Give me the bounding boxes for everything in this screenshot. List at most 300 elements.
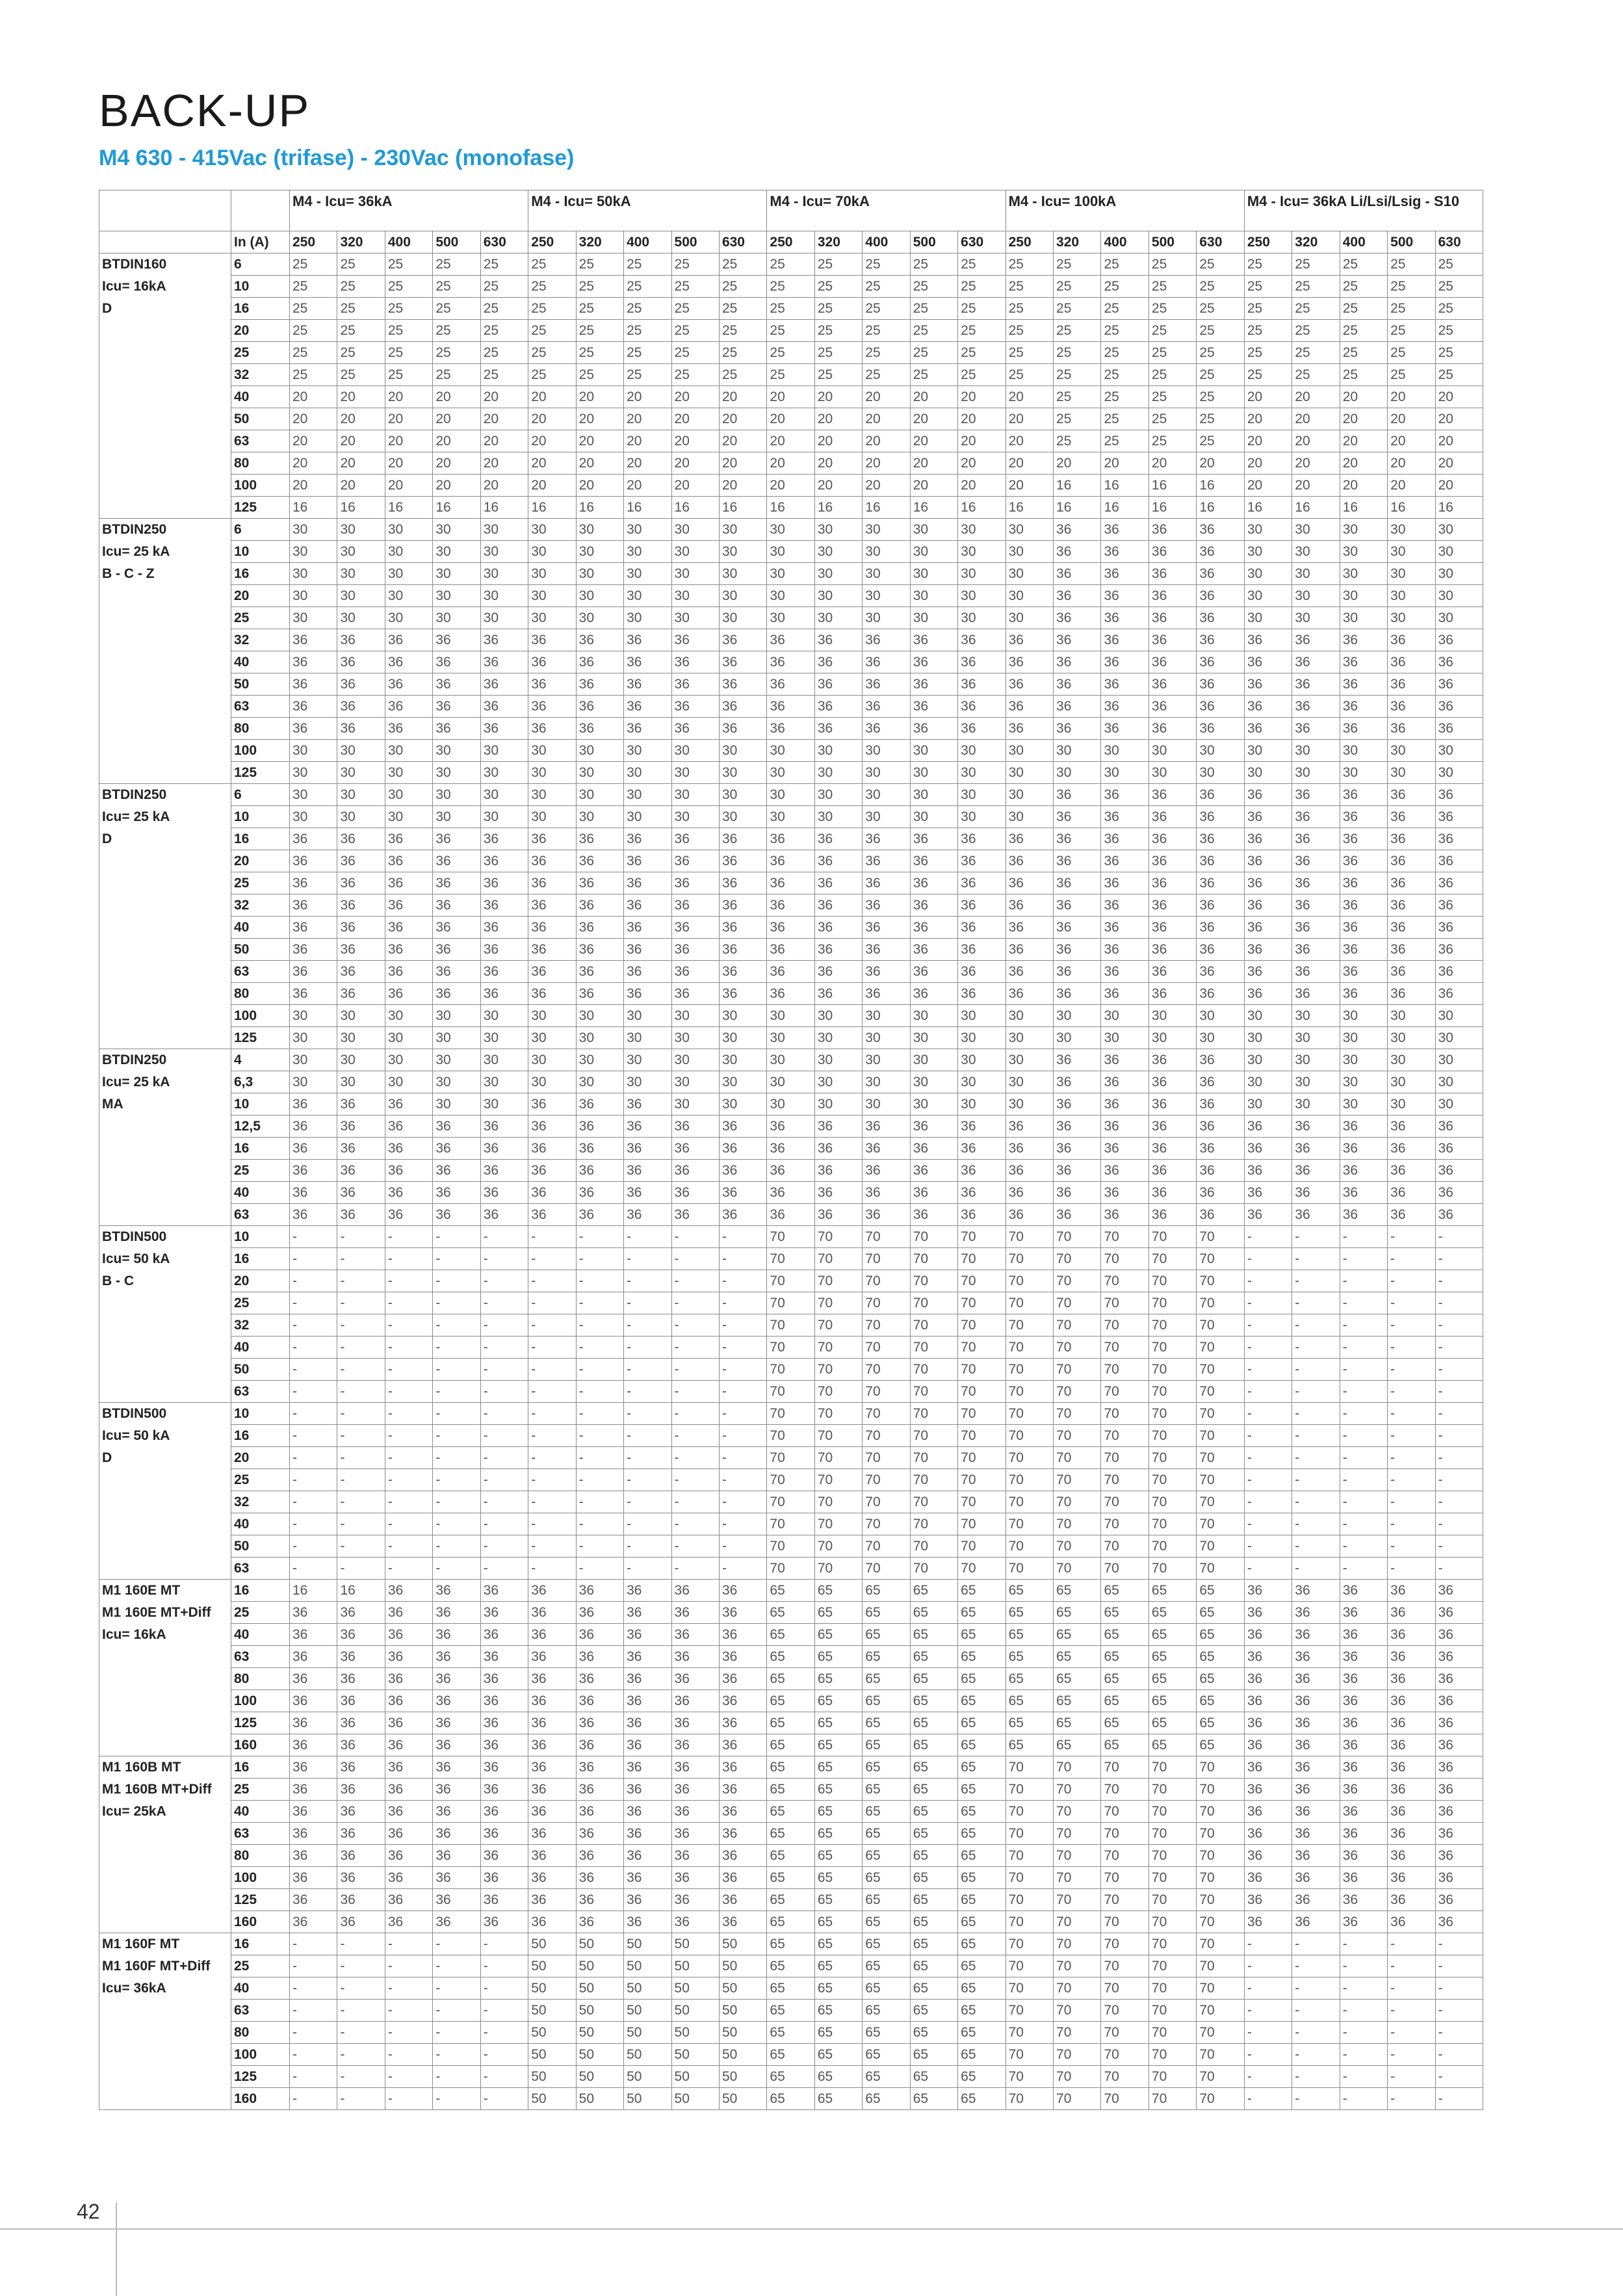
- value-cell: 70: [1149, 2022, 1196, 2044]
- value-cell: -: [290, 1558, 337, 1580]
- value-cell: 36: [1149, 1071, 1196, 1093]
- value-cell: 70: [910, 1337, 957, 1359]
- value-cell: 65: [910, 1624, 957, 1646]
- value-cell: 70: [1149, 1337, 1196, 1359]
- value-cell: 25: [528, 298, 576, 320]
- value-cell: 70: [910, 1314, 957, 1337]
- value-cell: 36: [1435, 1624, 1483, 1646]
- value-cell: 36: [1388, 894, 1435, 917]
- value-cell: 25: [1149, 386, 1196, 408]
- value-cell: 25: [719, 342, 766, 364]
- value-cell: 36: [910, 1138, 957, 1160]
- value-cell: 65: [863, 1867, 910, 1889]
- value-cell: 70: [1054, 1845, 1101, 1867]
- value-cell: 30: [910, 740, 957, 762]
- value-cell: 30: [290, 1005, 337, 1027]
- value-cell: 36: [863, 917, 910, 939]
- value-cell: 70: [1006, 2088, 1053, 2110]
- value-cell: 65: [814, 1646, 862, 1668]
- value-cell: 36: [385, 850, 432, 872]
- value-cell: -: [385, 1447, 432, 1469]
- value-cell: 36: [1292, 673, 1340, 696]
- value-cell: 30: [1149, 1005, 1196, 1027]
- value-cell: 65: [814, 1602, 862, 1624]
- value-cell: 70: [1006, 1823, 1053, 1845]
- value-cell: 30: [910, 784, 957, 806]
- value-cell: 70: [1101, 1933, 1149, 1955]
- value-cell: 70: [958, 1337, 1006, 1359]
- value-cell: 70: [863, 1447, 910, 1469]
- value-cell: 65: [958, 1823, 1006, 1845]
- value-cell: 65: [910, 1779, 957, 1801]
- value-cell: 70: [1006, 1535, 1053, 1558]
- device-cell: [99, 519, 231, 784]
- value-cell: 36: [1388, 784, 1435, 806]
- value-cell: 50: [528, 2000, 576, 2022]
- value-cell: 20: [433, 408, 480, 430]
- value-cell: 36: [958, 983, 1006, 1005]
- value-cell: 50: [528, 2066, 576, 2088]
- value-cell: 36: [863, 1160, 910, 1182]
- value-cell: 36: [290, 850, 337, 872]
- value-cell: 30: [480, 607, 528, 629]
- value-cell: 30: [910, 1093, 957, 1115]
- value-cell: 36: [385, 917, 432, 939]
- value-cell: 20: [671, 430, 719, 452]
- value-cell: 30: [958, 784, 1006, 806]
- value-cell: 36: [910, 872, 957, 894]
- value-cell: 36: [1054, 1049, 1101, 1071]
- value-cell: 30: [576, 519, 623, 541]
- value-cell: 70: [814, 1248, 862, 1270]
- value-cell: -: [480, 1955, 528, 1977]
- value-cell: 30: [1292, 585, 1340, 607]
- value-cell: 36: [1292, 850, 1340, 872]
- device-label-line: MA: [102, 1097, 123, 1112]
- value-cell: 36: [624, 872, 671, 894]
- value-cell: 65: [1006, 1646, 1053, 1668]
- value-cell: 36: [767, 850, 814, 872]
- value-cell: 70: [1149, 1359, 1196, 1381]
- value-cell: 36: [1292, 1734, 1340, 1756]
- value-cell: 36: [1388, 1712, 1435, 1734]
- value-cell: 36: [1101, 828, 1149, 850]
- value-cell: 50: [719, 2044, 766, 2066]
- value-cell: 65: [910, 1801, 957, 1823]
- value-cell: -: [385, 1226, 432, 1248]
- value-cell: 70: [1149, 1226, 1196, 1248]
- value-cell: -: [528, 1535, 576, 1558]
- value-cell: 25: [1388, 254, 1435, 276]
- value-cell: 16: [1101, 497, 1149, 519]
- value-cell: 65: [1101, 1668, 1149, 1690]
- value-cell: 30: [528, 607, 576, 629]
- value-cell: 20: [767, 386, 814, 408]
- value-cell: 36: [433, 983, 480, 1005]
- value-cell: 30: [671, 1093, 719, 1115]
- value-cell: -: [624, 1558, 671, 1580]
- value-cell: 36: [624, 939, 671, 961]
- value-cell: 65: [814, 2044, 862, 2066]
- value-cell: -: [671, 1513, 719, 1535]
- value-cell: 65: [863, 1801, 910, 1823]
- value-cell: 36: [767, 894, 814, 917]
- value-cell: 36: [385, 1160, 432, 1182]
- value-cell: 36: [528, 917, 576, 939]
- value-cell: 30: [480, 806, 528, 828]
- value-cell: 65: [814, 1845, 862, 1867]
- table-row: [99, 1469, 1483, 1491]
- value-cell: 36: [528, 1779, 576, 1801]
- value-cell: -: [385, 2044, 432, 2066]
- value-cell: 36: [528, 1204, 576, 1226]
- value-cell: 36: [1054, 541, 1101, 563]
- value-cell: 30: [576, 585, 623, 607]
- in-cell: 100: [231, 2044, 290, 2066]
- in-cell: 10: [231, 1403, 290, 1425]
- value-cell: 36: [433, 1182, 480, 1204]
- value-cell: 20: [528, 386, 576, 408]
- value-cell: 30: [767, 784, 814, 806]
- size-header: 400: [863, 231, 910, 254]
- value-cell: 25: [910, 320, 957, 342]
- value-cell: 20: [958, 408, 1006, 430]
- value-cell: -: [290, 1403, 337, 1425]
- value-cell: 25: [1435, 254, 1483, 276]
- value-cell: 65: [910, 2088, 957, 2110]
- value-cell: 30: [671, 1005, 719, 1027]
- value-cell: 20: [1435, 386, 1483, 408]
- value-cell: 20: [1292, 408, 1340, 430]
- value-cell: 36: [290, 1602, 337, 1624]
- value-cell: 70: [767, 1558, 814, 1580]
- value-cell: 36: [337, 1779, 385, 1801]
- in-cell: 100: [231, 1690, 290, 1712]
- value-cell: 36: [1006, 961, 1053, 983]
- value-cell: 20: [1292, 475, 1340, 497]
- value-cell: 36: [1244, 1690, 1292, 1712]
- value-cell: 70: [1197, 1801, 1245, 1823]
- value-cell: 65: [958, 1889, 1006, 1911]
- value-cell: 25: [958, 342, 1006, 364]
- value-cell: -: [480, 2044, 528, 2066]
- value-cell: -: [719, 1469, 766, 1491]
- value-cell: -: [1435, 2044, 1483, 2066]
- value-cell: 50: [719, 2000, 766, 2022]
- table-row: [99, 1734, 1483, 1756]
- value-cell: 65: [814, 1933, 862, 1955]
- value-cell: 16: [624, 497, 671, 519]
- size-header: 400: [1101, 231, 1149, 254]
- value-cell: 30: [814, 740, 862, 762]
- value-cell: 65: [814, 2022, 862, 2044]
- value-cell: 30: [958, 740, 1006, 762]
- value-cell: 36: [671, 1204, 719, 1226]
- value-cell: 36: [719, 850, 766, 872]
- value-cell: -: [1244, 1292, 1292, 1314]
- value-cell: -: [480, 1491, 528, 1513]
- in-cell: 25: [231, 342, 290, 364]
- value-cell: 36: [290, 1734, 337, 1756]
- table-row: [99, 1314, 1483, 1337]
- table-row: [99, 696, 1483, 718]
- value-cell: 65: [1006, 1624, 1053, 1646]
- value-cell: 36: [433, 1602, 480, 1624]
- value-cell: 25: [814, 364, 862, 386]
- value-cell: 16: [1054, 497, 1101, 519]
- value-cell: 36: [1292, 1115, 1340, 1138]
- value-cell: 25: [671, 364, 719, 386]
- value-cell: 65: [1006, 1602, 1053, 1624]
- value-cell: 36: [433, 894, 480, 917]
- value-cell: 65: [814, 1668, 862, 1690]
- size-header: 400: [624, 231, 671, 254]
- table-row: [99, 430, 1483, 452]
- value-cell: -: [528, 1292, 576, 1314]
- size-header: 250: [528, 231, 576, 254]
- value-cell: 36: [576, 1823, 623, 1845]
- value-cell: 20: [1244, 408, 1292, 430]
- value-cell: 30: [719, 784, 766, 806]
- value-cell: 36: [1388, 718, 1435, 740]
- value-cell: 20: [814, 475, 862, 497]
- value-cell: -: [433, 1513, 480, 1535]
- in-cell: 125: [231, 1712, 290, 1734]
- table-row: [99, 475, 1483, 497]
- value-cell: 30: [1388, 1049, 1435, 1071]
- value-cell: 36: [1340, 1779, 1387, 1801]
- value-cell: 30: [624, 1005, 671, 1027]
- value-cell: -: [1388, 1558, 1435, 1580]
- value-cell: 36: [1435, 917, 1483, 939]
- value-cell: 25: [1149, 430, 1196, 452]
- value-cell: 36: [1435, 894, 1483, 917]
- value-cell: 36: [910, 939, 957, 961]
- value-cell: 70: [1006, 1381, 1053, 1403]
- value-cell: 70: [1054, 1513, 1101, 1535]
- backup-table: [99, 190, 1483, 2110]
- value-cell: 16: [290, 497, 337, 519]
- value-cell: -: [1388, 1248, 1435, 1270]
- value-cell: 70: [910, 1381, 957, 1403]
- value-cell: -: [480, 2000, 528, 2022]
- value-cell: 36: [1292, 651, 1340, 673]
- value-cell: 25: [958, 364, 1006, 386]
- value-cell: 36: [1149, 585, 1196, 607]
- value-cell: 36: [1054, 850, 1101, 872]
- table-row: [99, 1513, 1483, 1535]
- value-cell: 36: [1244, 939, 1292, 961]
- value-cell: 20: [719, 386, 766, 408]
- value-cell: 30: [814, 1093, 862, 1115]
- device-label-line: M1 160F MT+Diff: [102, 1959, 211, 1974]
- value-cell: 20: [1435, 430, 1483, 452]
- value-cell: 70: [1149, 1425, 1196, 1447]
- value-cell: 36: [814, 1160, 862, 1182]
- value-cell: 20: [1388, 475, 1435, 497]
- value-cell: -: [385, 2022, 432, 2044]
- value-cell: 30: [1435, 519, 1483, 541]
- value-cell: 30: [863, 519, 910, 541]
- value-cell: 30: [1006, 563, 1053, 585]
- value-cell: 65: [910, 2044, 957, 2066]
- value-cell: -: [671, 1447, 719, 1469]
- value-cell: 20: [576, 386, 623, 408]
- value-cell: 70: [1149, 2088, 1196, 2110]
- value-cell: -: [433, 1248, 480, 1270]
- value-cell: 65: [1101, 1690, 1149, 1712]
- value-cell: 65: [767, 1756, 814, 1779]
- device-label-line: Icu= 16kA: [102, 1627, 166, 1642]
- value-cell: 70: [1197, 1756, 1245, 1779]
- value-cell: 36: [910, 629, 957, 651]
- value-cell: 30: [290, 762, 337, 784]
- value-cell: 36: [1340, 850, 1387, 872]
- value-cell: 36: [624, 1602, 671, 1624]
- value-cell: 36: [433, 1779, 480, 1801]
- value-cell: -: [480, 1359, 528, 1381]
- value-cell: 30: [1244, 762, 1292, 784]
- value-cell: 65: [1054, 1624, 1101, 1646]
- value-cell: 30: [910, 806, 957, 828]
- group-header-3: M4 - Icu= 100kA: [1006, 190, 1244, 231]
- value-cell: 30: [337, 519, 385, 541]
- device-cell: [99, 1226, 231, 1403]
- table-row: [99, 1403, 1483, 1425]
- value-cell: 36: [624, 1624, 671, 1646]
- value-cell: 70: [1006, 1403, 1053, 1425]
- value-cell: 20: [528, 475, 576, 497]
- value-cell: 30: [290, 784, 337, 806]
- value-cell: 36: [1292, 1138, 1340, 1160]
- value-cell: 36: [624, 1779, 671, 1801]
- value-cell: 36: [1101, 917, 1149, 939]
- value-cell: 20: [385, 452, 432, 475]
- value-cell: 36: [433, 917, 480, 939]
- value-cell: 25: [767, 364, 814, 386]
- value-cell: 25: [290, 298, 337, 320]
- value-cell: 36: [624, 1889, 671, 1911]
- value-cell: 36: [337, 1801, 385, 1823]
- value-cell: -: [480, 1226, 528, 1248]
- value-cell: 36: [1435, 784, 1483, 806]
- value-cell: -: [1435, 1381, 1483, 1403]
- value-cell: 70: [1006, 1292, 1053, 1314]
- value-cell: 36: [1054, 607, 1101, 629]
- value-cell: 30: [1006, 541, 1053, 563]
- value-cell: 25: [433, 320, 480, 342]
- value-cell: 30: [385, 1049, 432, 1071]
- value-cell: 70: [1006, 2044, 1053, 2066]
- value-cell: -: [1388, 1381, 1435, 1403]
- value-cell: -: [1388, 1403, 1435, 1425]
- value-cell: 30: [337, 740, 385, 762]
- value-cell: 36: [385, 696, 432, 718]
- value-cell: 20: [528, 408, 576, 430]
- value-cell: 25: [290, 276, 337, 298]
- value-cell: 30: [719, 740, 766, 762]
- table-row: [99, 917, 1483, 939]
- value-cell: 36: [719, 1801, 766, 1823]
- value-cell: 36: [528, 1668, 576, 1690]
- value-cell: 65: [910, 1845, 957, 1867]
- value-cell: -: [433, 1491, 480, 1513]
- value-cell: 36: [1054, 1115, 1101, 1138]
- value-cell: 36: [576, 1138, 623, 1160]
- table-row: [99, 1292, 1483, 1314]
- value-cell: 70: [767, 1248, 814, 1270]
- value-cell: 36: [1197, 917, 1245, 939]
- in-cell: 20: [231, 320, 290, 342]
- value-cell: 65: [1006, 1668, 1053, 1690]
- value-cell: -: [671, 1381, 719, 1403]
- value-cell: 25: [1101, 430, 1149, 452]
- value-cell: -: [1292, 1226, 1340, 1248]
- value-cell: 36: [1292, 1602, 1340, 1624]
- value-cell: 36: [1101, 850, 1149, 872]
- value-cell: 36: [1292, 696, 1340, 718]
- value-cell: 30: [433, 1005, 480, 1027]
- value-cell: 25: [1292, 342, 1340, 364]
- in-cell: 50: [231, 1535, 290, 1558]
- value-cell: 36: [528, 1690, 576, 1712]
- value-cell: 36: [385, 1779, 432, 1801]
- value-cell: 70: [1149, 1911, 1196, 1933]
- value-cell: 70: [767, 1359, 814, 1381]
- value-cell: 36: [958, 872, 1006, 894]
- value-cell: 20: [671, 408, 719, 430]
- value-cell: -: [337, 2044, 385, 2066]
- value-cell: 20: [1388, 452, 1435, 475]
- value-cell: 70: [910, 1447, 957, 1469]
- value-cell: 36: [910, 1204, 957, 1226]
- value-cell: 36: [958, 917, 1006, 939]
- value-cell: 36: [480, 1580, 528, 1602]
- value-cell: 65: [1054, 1646, 1101, 1668]
- value-cell: 36: [1292, 1668, 1340, 1690]
- value-cell: 65: [863, 2066, 910, 2088]
- value-cell: 30: [337, 563, 385, 585]
- value-cell: 50: [719, 1955, 766, 1977]
- value-cell: 65: [814, 1955, 862, 1977]
- table-row: [99, 386, 1483, 408]
- value-cell: 25: [576, 320, 623, 342]
- value-cell: 20: [1006, 408, 1053, 430]
- value-cell: 65: [1101, 1602, 1149, 1624]
- value-cell: 30: [433, 541, 480, 563]
- value-cell: 25: [1340, 364, 1387, 386]
- value-cell: -: [1244, 1381, 1292, 1403]
- value-cell: 25: [1388, 342, 1435, 364]
- blank-header-cell: [231, 190, 290, 231]
- value-cell: -: [433, 1933, 480, 1955]
- value-cell: 30: [385, 740, 432, 762]
- value-cell: 70: [1006, 1359, 1053, 1381]
- value-cell: 36: [719, 1668, 766, 1690]
- value-cell: 25: [480, 342, 528, 364]
- value-cell: 70: [814, 1513, 862, 1535]
- value-cell: 65: [958, 1911, 1006, 1933]
- value-cell: 25: [528, 364, 576, 386]
- value-cell: 20: [576, 452, 623, 475]
- value-cell: 30: [385, 784, 432, 806]
- size-header: 250: [290, 231, 337, 254]
- value-cell: 65: [1149, 1690, 1196, 1712]
- value-cell: 30: [337, 1027, 385, 1049]
- value-cell: 65: [1197, 1712, 1245, 1734]
- table-row: [99, 2000, 1483, 2022]
- value-cell: -: [1340, 1469, 1387, 1491]
